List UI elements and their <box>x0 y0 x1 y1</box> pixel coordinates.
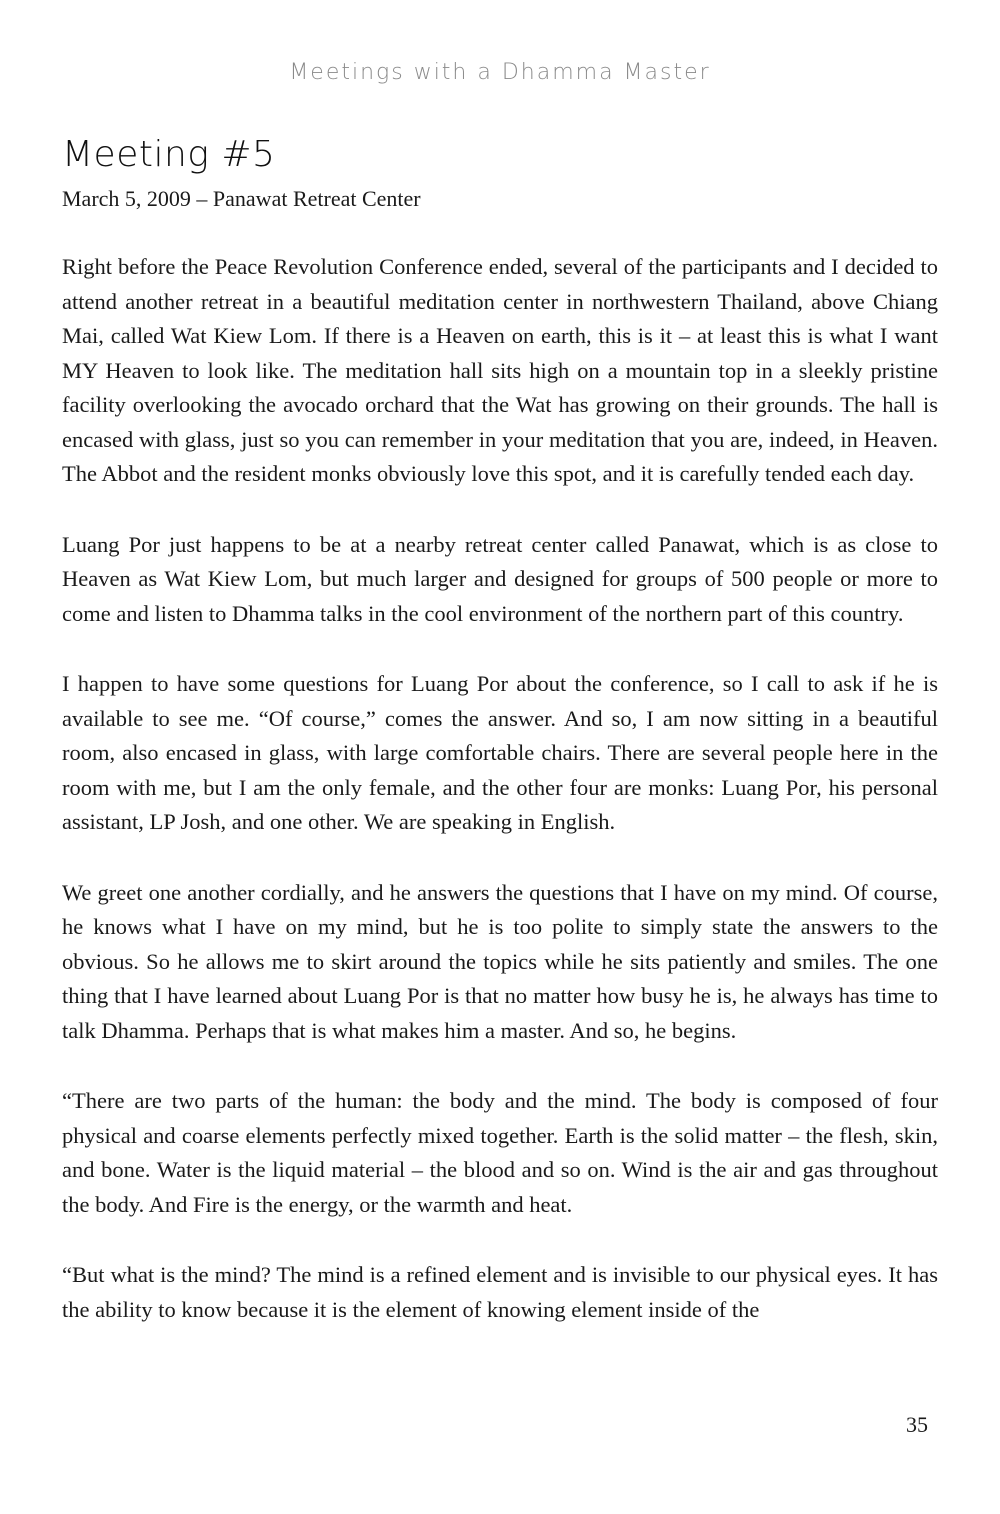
paragraph: I happen to have some questions for Luang Por about the conference, so I call to ask if he is available to see me. “Of course,” comes the answer. And so, I am now sitting in a beautiful room, also encased in glass, with large comfortable chairs. There are several people here in the room with me, but I am the only female, and the other four are monks: Luang Por, his personal assistant, LP Josh, and one other. We are speaking in English. <box>62 671 938 834</box>
paragraph: Right before the Peace Revolution Conference ended, several of the participants and I decided to attend another retreat in a beautiful meditation center in northwestern Thailand, above Chiang Mai, called Wat Kiew Lom. If there is a Heaven on earth, this is it – at least this is what I want MY Heaven to look like. The meditation hall sits high on a mountain top in a sleekly pristine facility overlooking the avocado orchard that the Wat has growing on their grounds. The hall is encased with glass, just so you can remember in your meditation that you are, indeed, in Heaven. The Abbot and the resident monks obviously love this spot, and it is carefully tended each day. <box>62 254 938 486</box>
section-title: Meeting #5 <box>62 134 276 175</box>
paragraph: “But what is the mind? The mind is a refined element and is invisible to our physical eyes. It has the ability to know because it is the element of knowing element inside of the <box>62 1262 938 1322</box>
running-header: Meetings with a Dhamma Master <box>289 60 711 85</box>
section-subtitle: March 5, 2009 – Panawat Retreat Center <box>62 186 421 211</box>
paragraph: We greet one another cordially, and he answers the questions that I have on my mind. Of course, he knows what I have on my mind, but he is too polite to simply state the answers to the obvious. So he allows me to skirt around the topics while he sits patiently and smiles. The one thing that I have learned about Luang Por is that no matter how busy he is, he always has time to talk Dhamma. Perhaps that is what makes him a master. And so, he begins. <box>62 879 938 1043</box>
body-text <box>62 250 938 1363</box>
paragraph: “There are two parts of the human: the body and the mind. The body is composed of four physical and coarse elements perfectly mixed together. Earth is the solid matter – the flesh, skin, and bone. Water is the liquid material – the blood and so on. Wind is the air and gas throughout the body. And Fire is the energy, or the warmth and heat. <box>62 1088 938 1217</box>
page-number: 35 <box>906 1412 928 1437</box>
paragraph: Luang Por just happens to be at a nearby retreat center called Panawat, which is as close to Heaven as Wat Kiew Lom, but much larger and designed for groups of 500 people or more to come and listen to Dhamma talks in the cool environment of the northern part of this country. <box>62 531 938 626</box>
